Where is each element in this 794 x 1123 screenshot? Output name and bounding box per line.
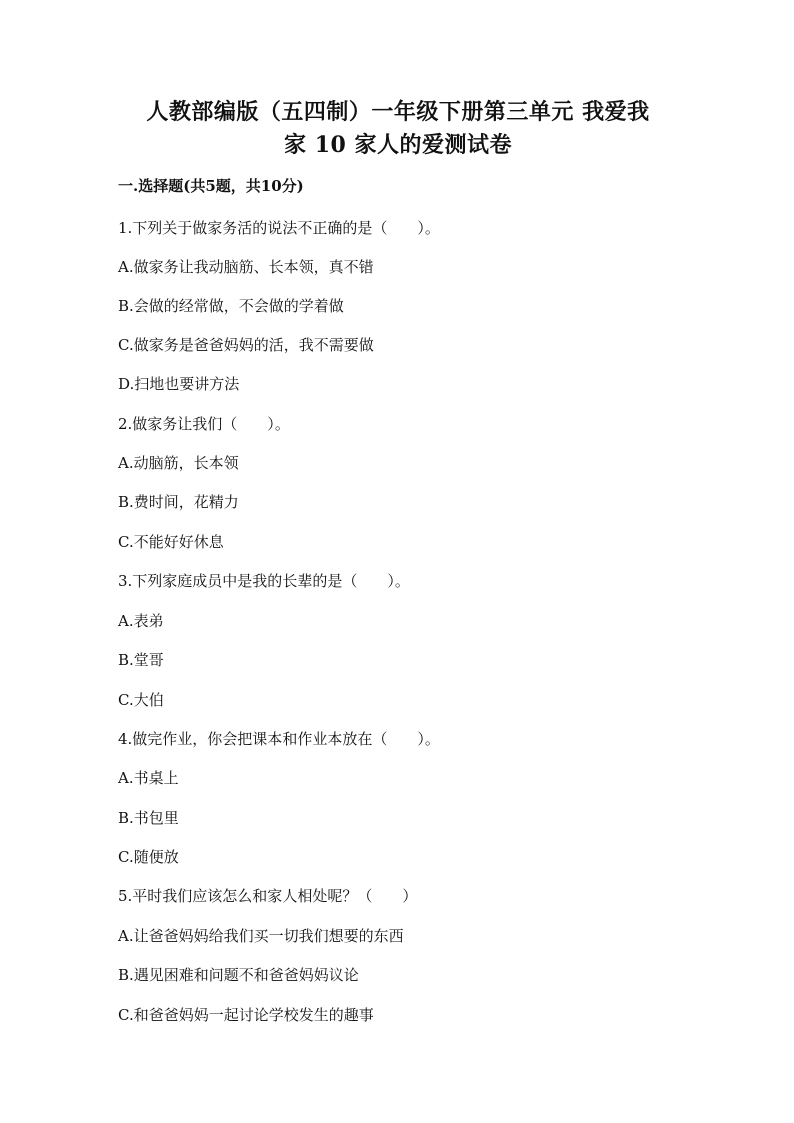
question-5-option-a: A.让爸爸妈妈给我们买一切我们想要的东西 [118,927,404,945]
question-3-option-a: A.表弟 [118,612,164,630]
question-2-option-a: A.动脑筋，长本领 [118,454,239,472]
question-1-stem: 1.下列关于做家务活的说法不正确的是（ ）。 [118,219,440,237]
question-5-stem: 5.平时我们应该怎么和家人相处呢？（ ） [118,887,418,905]
question-2-option-b: B.费时间，花精力 [118,493,239,511]
page-title-line-1: 人教部编版（五四制）一年级下册第三单元 我爱我 [146,99,650,125]
question-1-option-d: D.扫地也要讲方法 [118,375,240,393]
question-5-option-c: C.和爸爸妈妈一起讨论学校发生的趣事 [118,1006,374,1024]
page-title-line-2: 家 10 家人的爱测试卷 [284,132,512,158]
question-4-stem: 4.做完作业，你会把课本和作业本放在（ ）。 [118,730,440,748]
question-1-option-c: C.做家务是爸爸妈妈的活，我不需要做 [118,336,374,354]
question-3-stem: 3.下列家庭成员中是我的长辈的是（ ）。 [118,572,410,590]
question-3-option-c: C.大伯 [118,691,164,709]
question-1-option-b: B.会做的经常做，不会做的学着做 [118,297,344,315]
section-heading: 一.选择题(共5题，共10分) [118,177,304,195]
question-3-option-b: B.堂哥 [118,651,164,669]
question-2-stem: 2.做家务让我们（ ）。 [118,415,290,433]
question-5-option-b: B.遇见困难和问题不和爸爸妈妈议论 [118,966,359,984]
question-1-option-a: A.做家务让我动脑筋、长本领，真不错 [118,258,374,276]
question-4-option-a: A.书桌上 [118,769,179,787]
question-2-option-c: C.不能好好休息 [118,533,224,551]
question-4-option-b: B.书包里 [118,809,179,827]
question-4-option-c: C.随便放 [118,848,179,866]
